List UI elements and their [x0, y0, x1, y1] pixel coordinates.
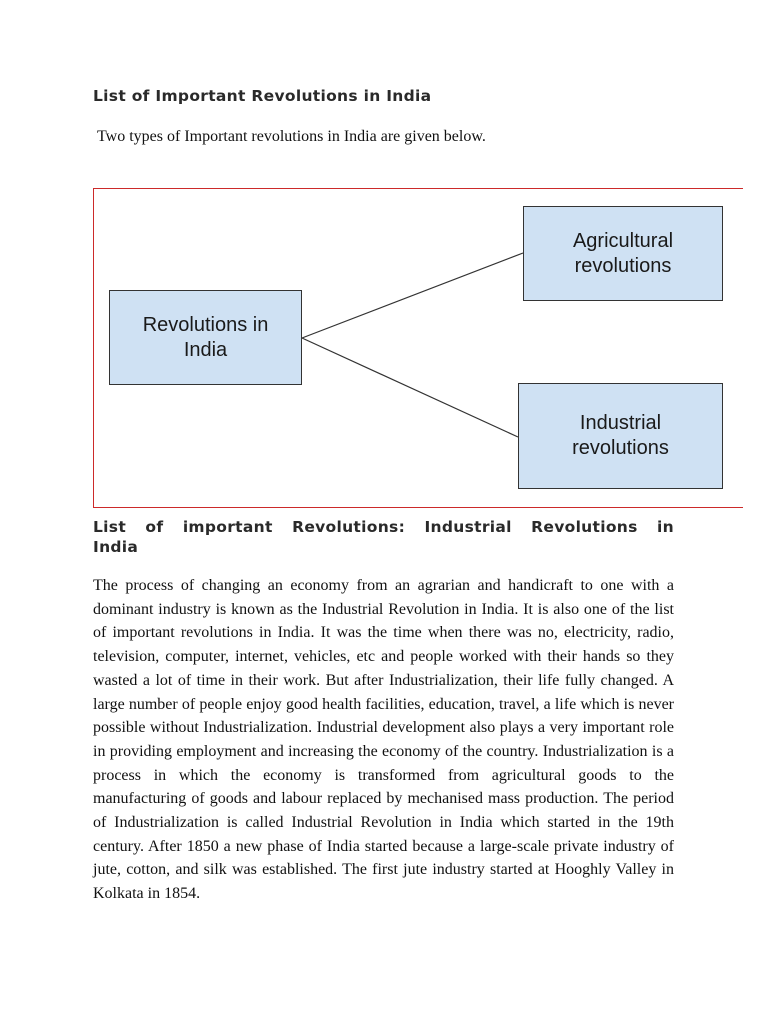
- page-title: List of Important Revolutions in India: [93, 87, 432, 105]
- diagram-node-root: Revolutions in India: [109, 290, 302, 385]
- connector-industrial: [302, 338, 518, 437]
- diagram-node-agricultural: Agricultural revolutions: [523, 206, 723, 301]
- revolutions-diagram: [93, 188, 743, 508]
- diagram-node-industrial: Industrial revolutions: [518, 383, 723, 489]
- body-paragraph: The process of changing an economy from an agrarian and handicraft to one with a dominant industry is known as the Industrial Revolution in India. It is also one of the list of important revolutions in India. It was the time when there was no, electricity, radio, television, computer, internet, vehicles, etc and people worked with their hands so they wasted a lot of time in their work. But after Industrialization, their life fully changed. A large number of people enjoy good health facilities, education, travel, a life which is never possible without Industrialization. Industrial development also plays a very important role in providing employment and increasing the economy of the country. Industrialization is a process in which the economy is transformed from agricultural goods to the manufacturing of goods and labour replaced by mechanised mass production. The period of Industrialization is called Industrial Revolution in India which started in the 19th century. After 1850 a new phase of India started because a large-scale private industry of jute, cotton, and silk was established. The first jute industry started at Hooghly Valley in Kolkata in 1854.: [93, 577, 674, 903]
- intro-text: Two types of Important revolutions in India are given below.: [97, 128, 486, 145]
- section-heading: List of important Revolutions: Industrial Revolutions in India: [93, 518, 674, 556]
- connector-agricultural: [302, 253, 523, 338]
